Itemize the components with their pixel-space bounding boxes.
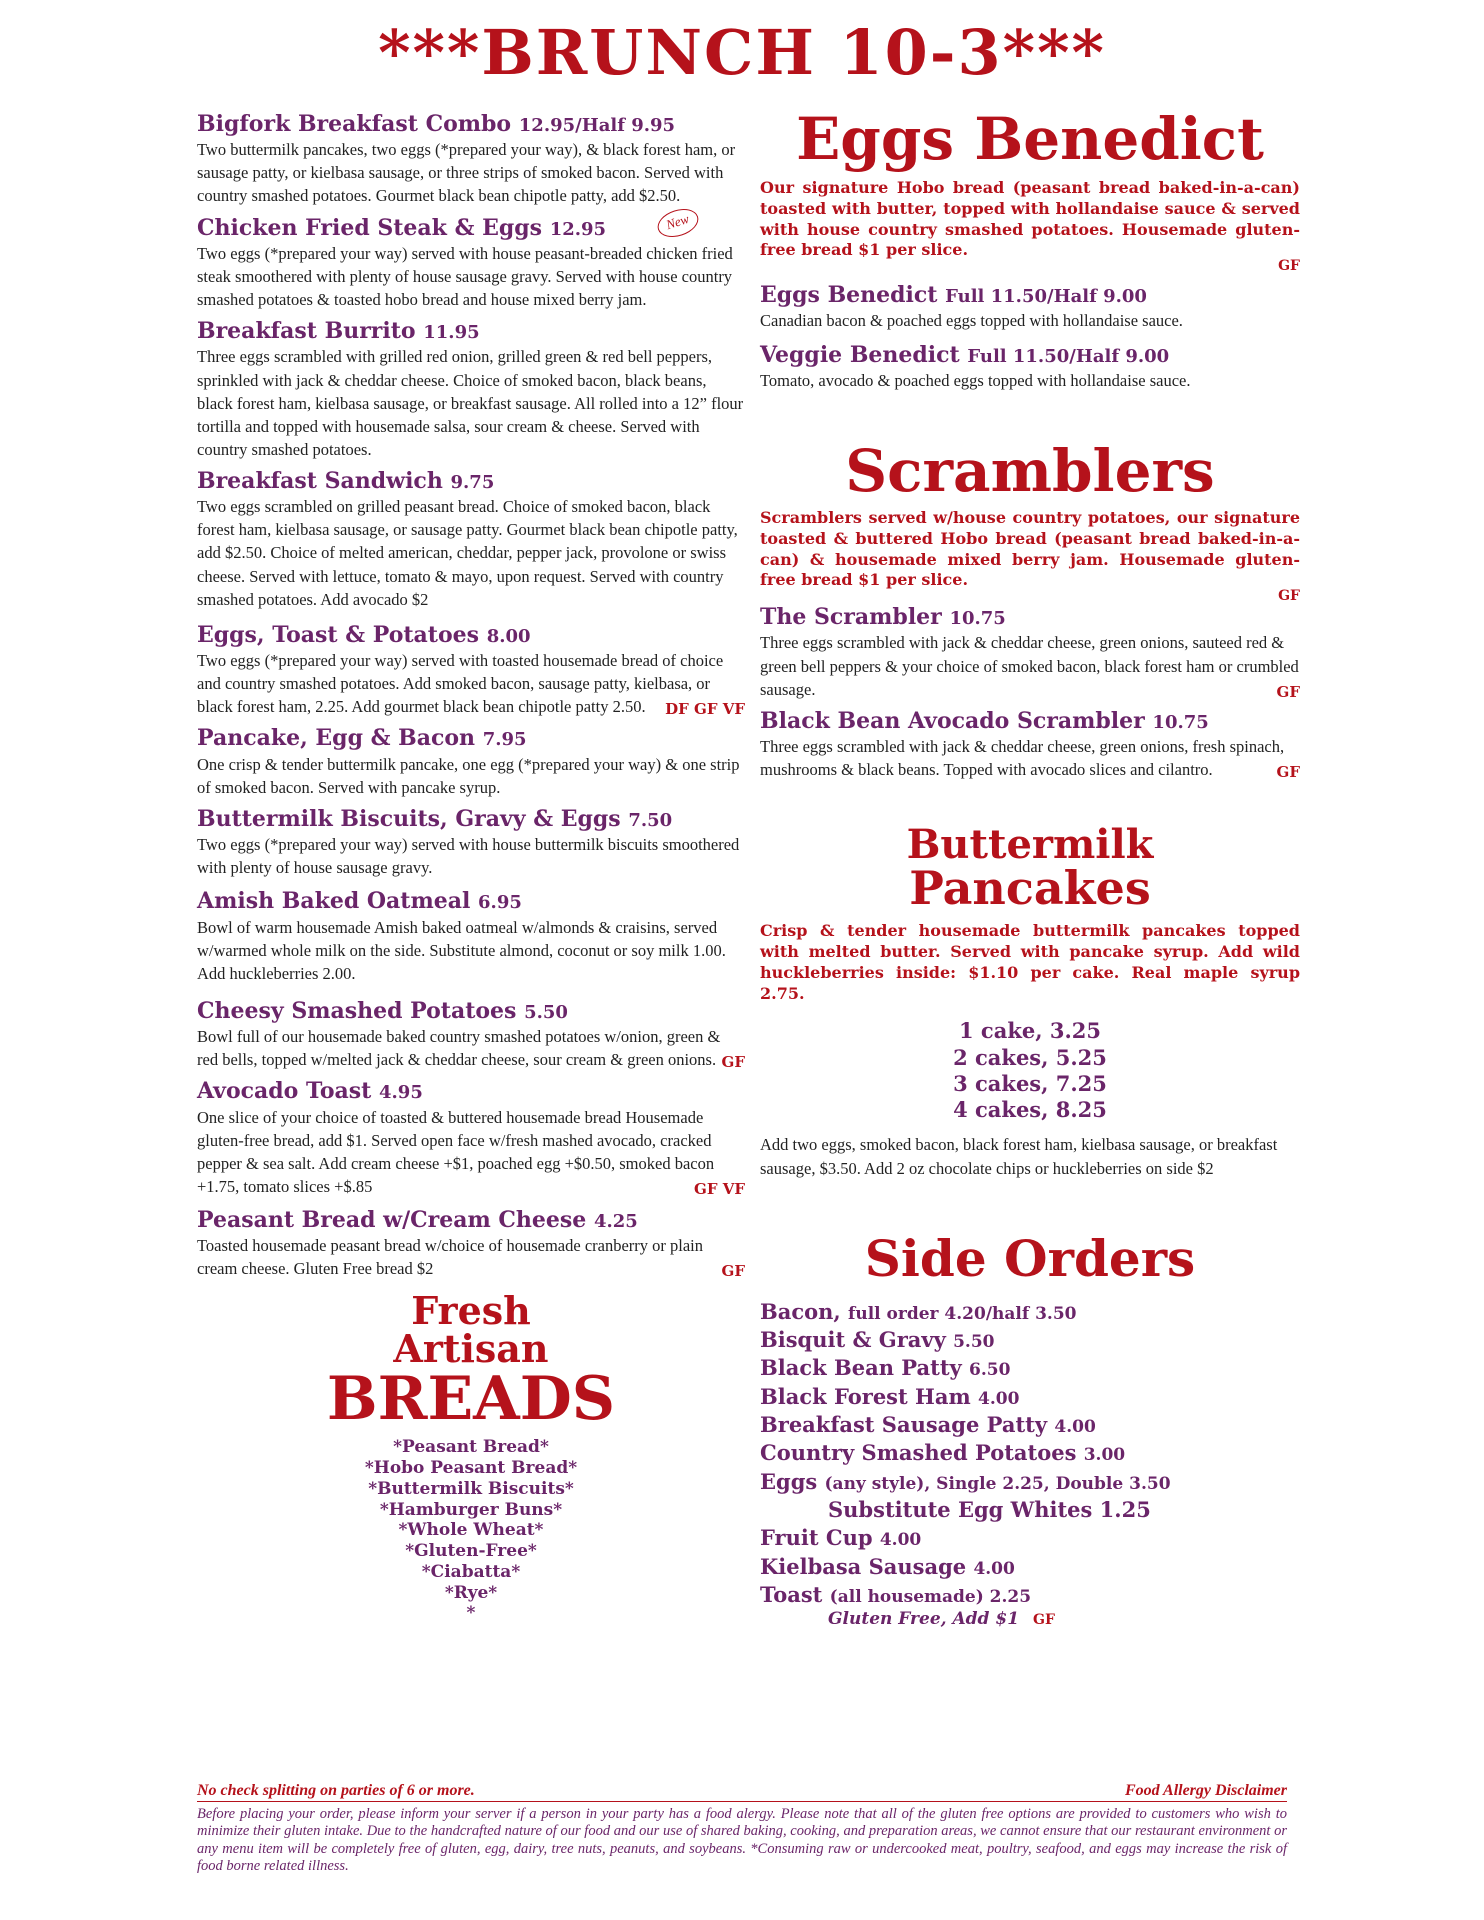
menu-item-name: Eggs, Toast & Potatoes (197, 621, 480, 648)
side-orders-list (760, 1298, 1300, 1630)
pancakes-heading-line-1: Buttermilk (906, 821, 1154, 869)
menu-item-price: 8.00 (486, 625, 531, 647)
menu-item-description: Three eggs scrambled with grilled red onion, grilled green & red bell peppers, sprinkled with jack & cheddar cheese. Choice of smoked bacon, black beans, black forest ham, kielbasa sausage, or breakfast sausage. All rolled into a 12” flour tortilla and topped with housemade salsa, sour cream & cheese. Served with country smashed potatoes. (197, 347, 744, 459)
dietary-tags: GF (721, 1053, 745, 1072)
side-order-item (760, 1439, 1300, 1467)
menu-item-description: Bowl of warm housemade Amish baked oatmeal w/almonds & craisins, served w/warmed whole milk on the side. Substitute almond, coconut or soy milk 1.00. Add huckleberries 2.00. (197, 917, 726, 983)
side-order-item (760, 1524, 1300, 1552)
eggs-benedict-intro-text: Our signature Hobo bread (peasant bread baked-in-a-can) toasted with butter, topped with hollandaise sauce & served with house country smashed potatoes. Housemade gluten-free bread $1 per slice. (760, 178, 1300, 260)
menu-item (197, 469, 745, 611)
scramblers-intro (760, 507, 1300, 604)
menu-item-description: One crisp & tender buttermilk pancake, one egg (*prepared your way) & one strip of smoked bacon. Served with pancake syrup. (197, 754, 740, 797)
menu-item (197, 1208, 745, 1280)
bread-list-item: *Hobo Peasant Bread* (364, 1458, 578, 1479)
pancake-price-line: 1 cake, 3.25 (959, 1018, 1101, 1044)
side-order-name: Bacon, (760, 1298, 841, 1324)
side-order-price: 6.50 (969, 1360, 1011, 1381)
menu-item-description: Canadian bacon & poached eggs topped with hollandaise sauce. (760, 311, 1183, 331)
side-orders-section (760, 1228, 1300, 1630)
menu-item-price: Full 11.50/Half 9.00 (967, 345, 1170, 367)
menu-item (197, 319, 745, 461)
menu-item (197, 999, 745, 1071)
side-orders-group-1 (760, 1298, 1300, 1496)
page-title: ***BRUNCH 10-3*** (378, 16, 1106, 89)
side-order-price: 4.00 (973, 1558, 1015, 1579)
menu-item-name: Avocado Toast (197, 1078, 372, 1105)
brunch-items-list (197, 112, 745, 1280)
check-splitting-notice: No check splitting on parties of 6 or more. (197, 1782, 475, 1799)
dietary-tags: GF (1276, 682, 1300, 701)
side-order-price: 4.00 (1054, 1416, 1096, 1437)
menu-item-name: Amish Baked Oatmeal (197, 888, 471, 915)
menu-item-title (760, 605, 1300, 630)
new-badge: New (654, 204, 702, 242)
menu-item-price: 7.50 (628, 809, 673, 831)
side-order-item (760, 1354, 1300, 1382)
bread-list-item: *Peasant Bread* (393, 1437, 549, 1458)
bread-list-item: *Ciabatta* (421, 1561, 521, 1582)
gluten-free-toast-text: Gluten Free, Add $1 (828, 1609, 1020, 1630)
side-order-item (760, 1383, 1300, 1411)
footer (197, 1782, 1287, 1876)
menu-item-title (197, 999, 745, 1024)
pancake-price-line: 3 cakes, 7.25 (953, 1070, 1107, 1096)
menu-item (760, 283, 1300, 332)
substitute-egg-whites: Substitute Egg Whites 1.25 (828, 1497, 1151, 1522)
footer-header-row (197, 1782, 1287, 1802)
menu-item-name: Black Bean Avocado Scrambler (760, 707, 1145, 734)
menu-item (197, 726, 745, 798)
menu-item-price: 5.50 (524, 1001, 568, 1023)
menu-item-title (197, 807, 745, 832)
bread-list-item: *Rye* (444, 1582, 498, 1603)
menu-item-price: Full 11.50/Half 9.00 (945, 286, 1147, 308)
menu-item-price: 4.25 (593, 1210, 638, 1232)
menu-item (760, 605, 1300, 701)
bread-list-item: * (466, 1603, 476, 1624)
scramblers-items (760, 605, 1300, 781)
left-column (197, 112, 745, 1624)
menu-item-title (760, 343, 1300, 368)
menu-item-name: Chicken Fried Steak & Eggs (197, 214, 543, 241)
bread-list-item: *Hamburger Buns* (379, 1499, 563, 1520)
menu-item-price: 7.95 (482, 729, 527, 751)
menu-item-title (760, 709, 1300, 734)
scramblers-heading: Scramblers (845, 436, 1215, 505)
menu-item-description: Two eggs scrambled on grilled peasant bread. Choice of smoked bacon, black forest ham, kielbasa sausage, or sausage patty. Gourmet black bean chipotle patty, add $2.50. Choice of melted american, cheddar, pepper jack, provolone or swiss cheese. Served with lettuce, tomato & mayo, upon request. Served with country smashed potatoes. Add avocado $2 (197, 497, 738, 609)
scramblers-section (760, 436, 1300, 782)
menu-item-description: Tomato, avocado & poached eggs topped with hollandaise sauce. (760, 370, 1191, 390)
eggs-benedict-intro (760, 178, 1300, 274)
menu-item (197, 889, 745, 985)
bread-list (197, 1437, 745, 1624)
side-order-item (760, 1553, 1300, 1581)
menu-item-description: Three eggs scrambled with jack & cheddar cheese, green onions, sauteed red & green bell peppers & your choice of smoked bacon, black forest ham or crumbled sausage. (760, 633, 1299, 699)
pancakes-intro: Crisp & tender housemade buttermilk pancakes topped with melted butter. Served with pancake syrup. Add wild huckleberries inside: $1.10 per cake. Real maple syrup 2.75. (760, 921, 1300, 1003)
menu-item (760, 709, 1300, 781)
breads-heading-line-1: Fresh (411, 1288, 531, 1334)
breads-section (197, 1288, 745, 1624)
menu-item-description: Two eggs (*prepared your way) served with house peasant-breaded chicken fried steak smoothered with plenty of house sausage gravy. Served with house country smashed potatoes & toasted hobo bread and house mixed berry jam. (197, 243, 733, 310)
menu-item-name: Peasant Bread w/Cream Cheese (197, 1206, 587, 1233)
menu-item-description: Three eggs scrambled with jack & cheddar cheese, green onions, fresh spinach, mushrooms & black beans. Topped with avocado slices and cilantro. (760, 737, 1285, 780)
menu-item (197, 210, 745, 312)
side-order-name: Black Forest Ham (760, 1383, 971, 1409)
menu-item-title (197, 1208, 745, 1233)
bread-list-item: *Whole Wheat* (398, 1520, 544, 1541)
pancakes-heading-line-2: Pancakes (909, 861, 1151, 916)
dietary-tags: GF (1276, 763, 1300, 782)
side-order-item (760, 1411, 1300, 1439)
side-order-price: 4.00 (978, 1388, 1020, 1409)
side-order-name: Kielbasa Sausage (760, 1553, 967, 1579)
menu-item-description: Toasted housemade peasant bread w/choice of housemade cranberry or plain cream cheese. Gluten Free bread $2 (197, 1236, 704, 1279)
pancakes-section (760, 821, 1300, 1179)
menu-item (197, 623, 745, 719)
side-order-name: Breakfast Sausage Patty (760, 1411, 1048, 1437)
menu-item (197, 1079, 745, 1198)
pancake-price-line: 4 cakes, 8.25 (953, 1097, 1107, 1123)
menu-item-description: One slice of your choice of toasted & buttered housemade bread Housemade gluten-free bread, add $1. Served open face w/fresh mashed avocado, cracked pepper & sea salt. Add cream cheese +$1, poached egg +$0.50, smoked bacon +1.75, tomato slices +$.85 (197, 1107, 715, 1196)
side-order-item (760, 1468, 1300, 1496)
bread-list-item: *Buttermilk Biscuits* (368, 1478, 574, 1499)
menu-item-name: Breakfast Burrito (197, 318, 416, 345)
menu-item-price: 10.75 (1152, 711, 1209, 733)
menu-item-title (197, 726, 745, 751)
menu-item-name: Eggs Benedict (760, 282, 938, 309)
dietary-tags: GF VF (694, 1179, 745, 1198)
side-order-name: Eggs (760, 1468, 818, 1494)
side-order-name: Bisquit & Gravy (760, 1326, 946, 1352)
pancake-price-list (760, 1018, 1300, 1123)
menu-item-price: 10.75 (949, 608, 1006, 630)
side-order-price: (any style), Single 2.25, Double 3.50 (824, 1473, 1171, 1494)
bread-list-item: *Gluten-Free* (405, 1541, 537, 1562)
menu-item (197, 807, 745, 879)
menu-item-price: 4.95 (379, 1082, 423, 1104)
side-order-item (760, 1581, 1300, 1609)
side-order-name: Black Bean Patty (760, 1355, 962, 1381)
menu-item-description: Two eggs (*prepared your way) served with house buttermilk biscuits smoothered with plenty of house sausage gravy. (197, 835, 740, 878)
menu-item (760, 343, 1300, 392)
dietary-tags: DF GF VF (665, 700, 745, 719)
side-order-price: 4.00 (879, 1530, 922, 1551)
menu-item-title (197, 623, 745, 648)
eggs-benedict-heading: Eggs Benedict (796, 105, 1264, 173)
side-order-price: 5.50 (953, 1331, 995, 1352)
gf-tag: GF (1278, 258, 1300, 274)
side-order-name: Country Smashed Potatoes (760, 1440, 1077, 1466)
eggs-benedict-items (760, 283, 1300, 392)
menu-item-title (197, 112, 745, 137)
side-order-name: Fruit Cup (760, 1525, 873, 1551)
menu-item-name: Pancake, Egg & Bacon (197, 725, 476, 752)
menu-item-title (760, 283, 1300, 308)
side-order-name: Toast (760, 1582, 823, 1608)
eggs-benedict-section (760, 105, 1300, 392)
breads-heading-line-2: Artisan (393, 1326, 549, 1372)
gf-tag: GF (1278, 587, 1300, 604)
menu-item-name: Breakfast Sandwich (197, 467, 443, 494)
right-column (760, 105, 1300, 1630)
scramblers-intro-text: Scramblers served w/house country potatoes, our signature toasted & buttered Hobo bread (peasant bread baked-in-a-can) & housemade mixed berry jam. Housemade gluten-free bread $1 per slice. (760, 507, 1300, 590)
gf-tag: GF (1033, 1612, 1055, 1629)
menu-item-title (197, 1079, 745, 1104)
menu-item-title (197, 469, 745, 494)
menu-item-description: Two buttermilk pancakes, two eggs (*prepared your way), & black forest ham, or sausage patty, or kielbasa sausage, or three strips of smoked bacon. Served with country smashed potatoes. Gourmet black bean chipotle patty, add $2.50. (197, 140, 736, 206)
menu-item-price: 12.95 (549, 218, 607, 240)
pancake-price-line: 2 cakes, 5.25 (953, 1044, 1107, 1070)
menu-item-price: 6.95 (478, 892, 522, 914)
breads-heading-line-3: BREADS (326, 1364, 616, 1435)
side-orders-heading: Side Orders (864, 1228, 1196, 1288)
menu-item-description: Two eggs (*prepared your way) served with toasted housemade bread of choice and country smashed potatoes. Add smoked bacon, sausage patty, kielbasa, or black forest ham, 2.25. Add gourmet black bean chipotle patty 2.50. (197, 650, 724, 717)
menu-item-name: The Scrambler (760, 604, 942, 631)
allergy-disclaimer-title: Food Allergy Disclaimer (1124, 1782, 1287, 1799)
side-order-item (760, 1326, 1300, 1354)
menu-item-price: 11.95 (423, 322, 480, 344)
side-order-item (760, 1298, 1300, 1326)
menu-item-title (197, 319, 745, 344)
allergy-disclaimer-text: Before placing your order, please inform your server if a person in your party has a food alergy. Please note that all of the gluten free options are provided to customers who wish to minimize their gluten intake. Due to the handcrafted nature of our food and our use of shared baking, cooking, and preparation areas, we cannot ensure that our restaurant environment or any menu item will be completely free of gluten, egg, dairy, tree nuts, peanuts, and soybeans. *Consuming raw or undercooked meat, poultry, seafood, and eggs may increase the risk of food borne related illness. (197, 1806, 1287, 1875)
menu-item-name: Veggie Benedict (760, 341, 960, 368)
menu-item-name: Cheesy Smashed Potatoes (197, 997, 517, 1024)
menu-item (197, 112, 745, 208)
menu-item-description: Bowl full of our housemade baked country smashed potatoes w/onion, green & red bells, topped w/melted jack & cheddar cheese, sour cream & green onions. (197, 1027, 721, 1070)
menu-item-price: 12.95/Half 9.95 (518, 115, 676, 136)
pancakes-addon-text: Add two eggs, smoked bacon, black forest ham, kielbasa sausage, or breakfast sausage, $3.50. Add 2 oz chocolate chips or huckleberries on side $2 (760, 1135, 1278, 1178)
gluten-free-toast-line (760, 1609, 1300, 1629)
menu-item-name: Buttermilk Biscuits, Gravy & Eggs (197, 805, 621, 832)
side-orders-group-2 (760, 1524, 1300, 1609)
menu-item-title (197, 889, 745, 914)
menu-item-name: Bigfork Breakfast Combo (197, 111, 512, 137)
dietary-tags: GF (721, 1262, 745, 1281)
menu-item-price: 9.75 (450, 471, 495, 493)
side-order-price: (all housemade) 2.25 (829, 1587, 1032, 1608)
side-order-price: 3.00 (1083, 1445, 1126, 1466)
side-order-price: full order 4.20/half 3.50 (848, 1303, 1077, 1324)
